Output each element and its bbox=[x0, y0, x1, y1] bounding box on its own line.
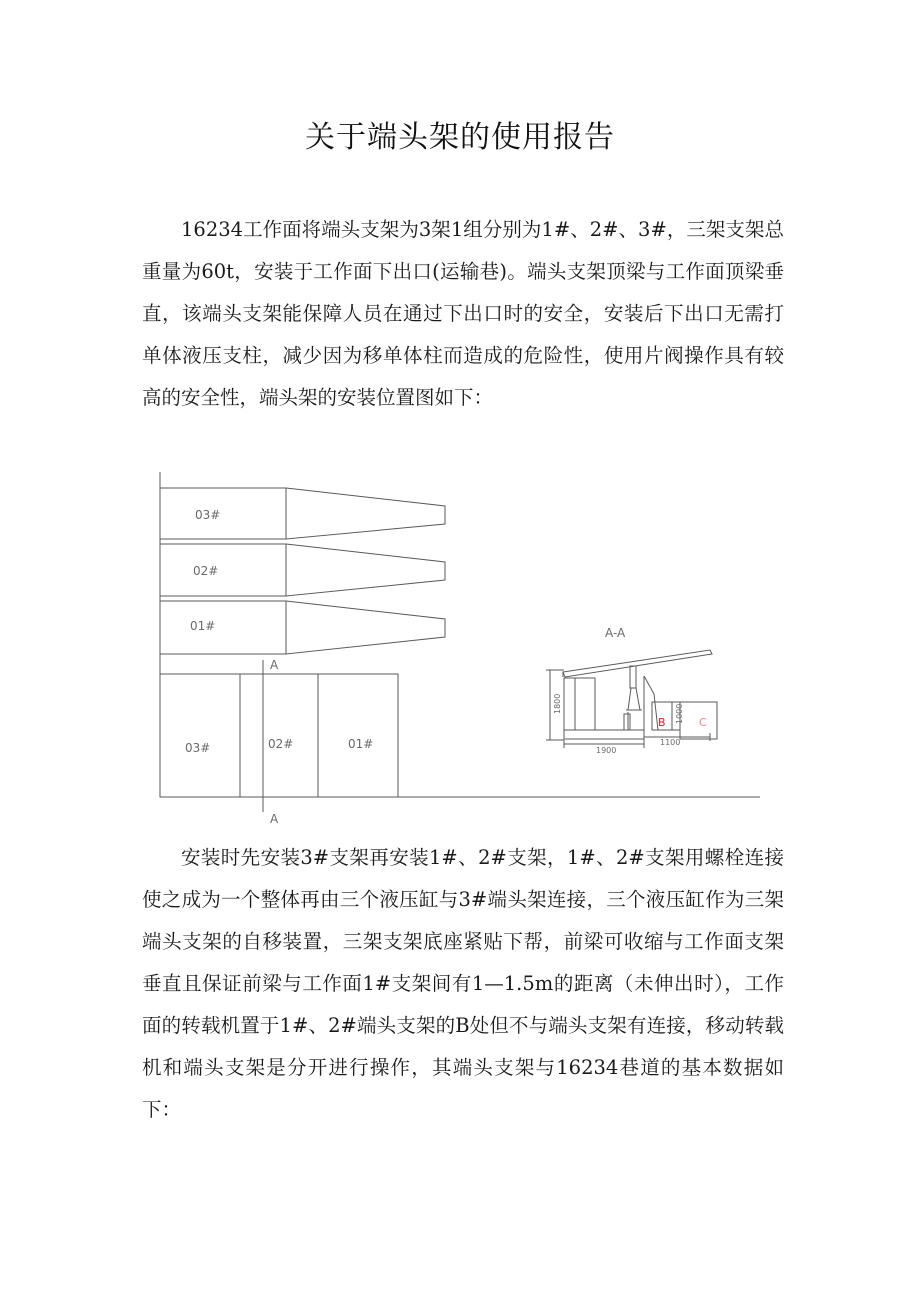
top-label-02: 02# bbox=[193, 564, 219, 578]
dim-width-left-label: 1900 bbox=[596, 746, 617, 755]
section-marker-top: A bbox=[270, 658, 279, 672]
top-label-03: 03# bbox=[195, 508, 221, 522]
dim-small-height-label: 1000 bbox=[675, 703, 684, 724]
section-marker-bottom: A bbox=[270, 812, 279, 826]
dim-width-right-label: 1100 bbox=[660, 738, 681, 747]
document-title: 关于端头架的使用报告 bbox=[305, 120, 615, 155]
installation-diagram bbox=[150, 462, 770, 834]
paragraph-installation: 安装时先安装3#支架再安装1#、2#支架，1#、2#支架用螺栓连接使之成为一个整体再由三个液压缸与3#端头架连接，三个液压缸作为三架端头支架的自移装置，三架支架底座紧贴下帮，前梁可收缩与工作面支架垂直且保证前梁与工作面1#支架间有1—1.5m的距离（未伸出时），工作面的转载机置于1#、2#端头支架的B处但不与端头支架有连接，移动转载机和端头支架是分开进行操作，其端头支架与16234巷道的基本数据如下： bbox=[142, 846, 784, 1121]
bottom-label-02: 02# bbox=[268, 737, 294, 751]
top-label-01: 01# bbox=[190, 619, 216, 633]
label-c: C bbox=[699, 716, 707, 729]
installation-diagram-svg bbox=[150, 462, 770, 834]
bottom-block-01 bbox=[318, 674, 398, 797]
bottom-label-01: 01# bbox=[348, 737, 374, 751]
bottom-block-03 bbox=[160, 674, 240, 797]
cross-section-drawing bbox=[546, 650, 717, 748]
label-b: B bbox=[658, 716, 666, 729]
dim-height-label: 1800 bbox=[553, 693, 562, 714]
section-title: A-A bbox=[605, 626, 626, 640]
bottom-label-03: 03# bbox=[185, 741, 211, 755]
paragraph-intro: 16234工作面将端头支架为3架1组分别为1#、2#、3#，三架支架总重量为60t，安装于工作面下出口(运输巷)。端头支架顶梁与工作面顶梁垂直，该端头支架能保障人员在通过下出口时的安全，安装后下出口无需打单体液压支柱，减少因为移单体柱而造成的危险性，使用片阀操作具有较高的安全性，端头架的安装位置图如下： bbox=[142, 218, 784, 409]
bottom-block-02 bbox=[240, 674, 318, 797]
